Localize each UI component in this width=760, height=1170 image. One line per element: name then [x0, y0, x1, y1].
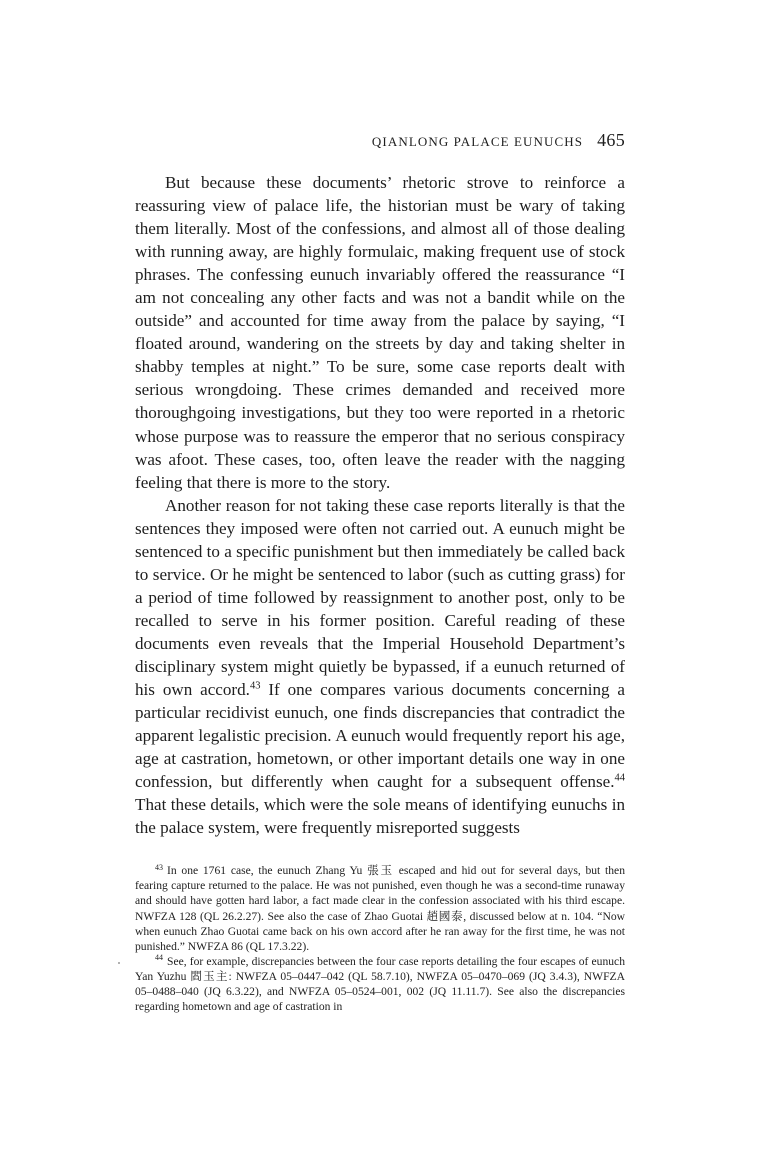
- paragraph-2-part-b: If one compares various documents concerning a particular recidivist eunuch, one finds discrepancies that contradict the apparent legalistic precision. A eunuch would frequently report his age, age at castration, hometown, or other important details one way in one confession, but differently when caught for a subsequent offense.: [135, 680, 625, 792]
- page-number: 465: [597, 130, 625, 150]
- footnote-mark-44: 44: [155, 952, 163, 962]
- running-head-title: QIANLONG PALACE EUNUCHS: [371, 134, 584, 149]
- footnote-44: [135, 954, 625, 1014]
- paragraph-2-part-c: That these details, which were the sole means of identifying eunuchs in the palace system, were frequently misreported suggests: [135, 795, 625, 838]
- margin-mark: [118, 962, 120, 964]
- footnote-text-43: In one 1761 case, the eunuch Zhang Yu 張玉 escaped and hid out for several days, but then fearing capture returned to the palace. He was not punished, even though he was a second-time runaway and should have gotten hard labor, a fact made clear in the confession associated with his third escape. NWFZA 128 (QL 26.2.27). See also the case of Zhao Guotai 趙國泰, discussed below at n. 104. “Now when eunuch Zhao Guotai came back on his own accord after he ran away for the first time, he was not punished.” NWFZA 86 (QL 17.3.22).: [135, 864, 625, 953]
- note-reference-43[interactable]: 43: [249, 680, 261, 692]
- footnote-mark-43: 43: [155, 862, 163, 872]
- footnote-text-44: See, for example, discrepancies between the four case reports detailing the four escapes of eunuch Yan Yuzhu 閻玉主: NWFZA 05–0447–042 (QL 58.7.10), NWFZA 05–0470–069 (JQ 3.4.3), NWFZA 05–0488–040 (JQ 6.3.22), and NWFZA 05–0524–001, 002 (JQ 11.11.7). See also the discrepancies regarding hometown and age of castration in: [135, 954, 625, 1013]
- paragraph-2: [135, 494, 625, 840]
- body-text: [135, 171, 625, 839]
- book-page: [135, 126, 625, 1014]
- footnote-43: [135, 863, 625, 953]
- paragraph-2-part-a: Another reason for not taking these case reports literally is that the sentences they imposed were often not carried out. A eunuch might be sentenced to a specific punishment but then immediately be called back to service. Or he might be sentenced to labor (such as cutting grass) for a period of time followed by reassignment to another post, only to be recalled to serve in his former position. Careful reading of these documents even reveals that the Imperial Household Department’s disciplinary system might quietly be bypassed, if a eunuch returned of his own accord.: [135, 495, 625, 700]
- paragraph-1: But because these documents’ rhetoric strove to reinforce a reassuring view of palace life, the historian must be wary of taking them literally. Most of the confessions, and almost all of those dealing with running away, are highly formulaic, making frequent use of stock phrases. The confessing eunuch invariably offered the reassurance “I am not concealing any other facts and was not a bandit while on the outside” and accounted for time away from the palace by saying, “I floated around, wandering on the streets by day and taking shelter in shabby temples at night.” To be sure, some case reports dealt with serious wrongdoing. These crimes demanded and received more thoroughgoing investigations, but they too were reported in a rhetoric whose purpose was to reassure the emperor that no serious conspiracy was afoot. These cases, too, often leave the reader with the nagging feeling that there is more to the story.: [135, 173, 625, 492]
- running-head: [135, 126, 625, 154]
- footnotes: [135, 863, 625, 1013]
- note-reference-44[interactable]: 44: [614, 772, 625, 784]
